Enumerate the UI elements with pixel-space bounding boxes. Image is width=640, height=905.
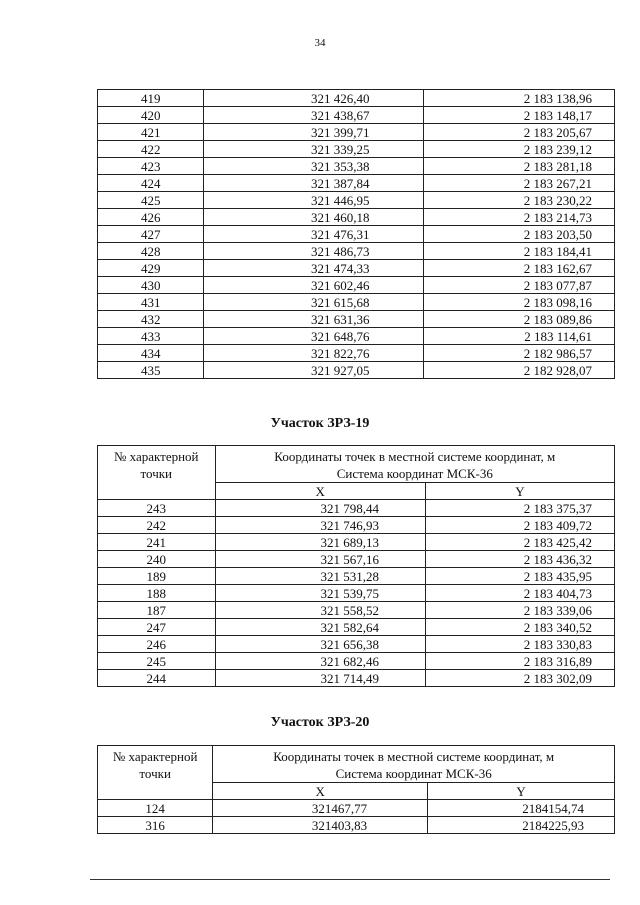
table-row [98,517,615,534]
y-coordinate-cell: 2 183 339,06 [425,602,614,619]
table-row [98,345,615,362]
point-number-cell: 420 [98,107,204,124]
x-coordinate-cell: 321 822,76 [204,345,424,362]
table-row [98,124,615,141]
point-number-cell: 187 [98,602,216,619]
point-number-cell: 425 [98,192,204,209]
header-point-line-2: точки [139,766,171,781]
table-header [98,746,615,800]
point-number-cell: 431 [98,294,204,311]
y-coordinate-cell: 2 183 077,87 [424,277,615,294]
table-body [98,90,615,379]
x-coordinate-cell: 321 539,75 [215,585,425,602]
header-coordinates-line-1: Координаты точек в местной системе координат, м [273,749,555,764]
header-point-number [98,446,216,500]
x-coordinate-cell: 321 399,71 [204,124,424,141]
point-number-cell: 426 [98,209,204,226]
header-coordinates [213,746,615,783]
header-y: Y [425,483,614,500]
table-row [98,817,615,834]
coordinates-table-zrz-19 [97,445,615,687]
y-coordinate-cell: 2 183 138,96 [424,90,615,107]
x-coordinate-cell: 321 446,95 [204,192,424,209]
table-row [98,534,615,551]
y-coordinate-cell: 2 183 098,16 [424,294,615,311]
y-coordinate-cell: 2 183 409,72 [425,517,614,534]
point-number-cell: 188 [98,585,216,602]
y-coordinate-cell: 2 183 089,86 [424,311,615,328]
point-number-cell: 247 [98,619,216,636]
coordinates-table-continued [97,89,615,379]
y-coordinate-cell: 2 183 230,22 [424,192,615,209]
point-number-cell: 242 [98,517,216,534]
point-number-cell: 427 [98,226,204,243]
table-header [98,446,615,500]
point-number-cell: 241 [98,534,216,551]
header-point-number [98,746,213,800]
header-point-line-1: № характерной [112,749,198,764]
table-row [98,243,615,260]
y-coordinate-cell: 2 183 203,50 [424,226,615,243]
section-title-zrz-19: Участок ЗРЗ-19 [270,416,370,431]
y-coordinate-cell: 2 183 436,32 [425,551,614,568]
x-coordinate-cell: 321 582,64 [215,619,425,636]
x-coordinate-cell: 321 339,25 [204,141,424,158]
coordinates-table-zrz-20 [97,745,615,834]
point-number-cell: 433 [98,328,204,345]
y-coordinate-cell: 2 183 114,61 [424,328,615,345]
table-row [98,619,615,636]
x-coordinate-cell: 321 353,38 [204,158,424,175]
point-number-cell: 424 [98,175,204,192]
x-coordinate-cell: 321403,83 [213,817,428,834]
point-number-cell: 316 [98,817,213,834]
x-coordinate-cell: 321 438,67 [204,107,424,124]
point-number-cell: 419 [98,90,204,107]
footer-divider [90,879,610,880]
table-row [98,602,615,619]
point-number-cell: 240 [98,551,216,568]
point-number-cell: 124 [98,800,213,817]
table-row [98,800,615,817]
table-row [98,192,615,209]
x-coordinate-cell: 321 648,76 [204,328,424,345]
x-coordinate-cell: 321 602,46 [204,277,424,294]
header-x: X [215,483,425,500]
y-coordinate-cell: 2 183 375,37 [425,500,614,517]
x-coordinate-cell: 321 486,73 [204,243,424,260]
y-coordinate-cell: 2 183 435,95 [425,568,614,585]
header-y: Y [428,783,615,800]
table-row [98,568,615,585]
page-number: 34 [314,37,326,49]
y-coordinate-cell: 2 183 404,73 [425,585,614,602]
y-coordinate-cell: 2 183 184,41 [424,243,615,260]
x-coordinate-cell: 321 682,46 [215,653,425,670]
point-number-cell: 244 [98,670,216,687]
x-coordinate-cell: 321 615,68 [204,294,424,311]
point-number-cell: 430 [98,277,204,294]
table-body [98,500,615,687]
y-coordinate-cell: 2 183 330,83 [425,636,614,653]
y-coordinate-cell: 2 183 316,89 [425,653,614,670]
x-coordinate-cell: 321 631,36 [204,311,424,328]
x-coordinate-cell: 321 689,13 [215,534,425,551]
x-coordinate-cell: 321 567,16 [215,551,425,568]
table-row [98,551,615,568]
point-number-cell: 434 [98,345,204,362]
table-row [98,260,615,277]
y-coordinate-cell: 2 183 302,09 [425,670,614,687]
header-point-line-2: точки [140,466,172,481]
point-number-cell: 432 [98,311,204,328]
x-coordinate-cell: 321 387,84 [204,175,424,192]
y-coordinate-cell: 2 183 214,73 [424,209,615,226]
table-row [98,653,615,670]
point-number-cell: 243 [98,500,216,517]
table-row [98,107,615,124]
x-coordinate-cell: 321 798,44 [215,500,425,517]
table-row [98,175,615,192]
table-row [98,209,615,226]
y-coordinate-cell: 2 183 148,17 [424,107,615,124]
point-number-cell: 435 [98,362,204,379]
header-point-line-1: № характерной [113,449,199,464]
table-row [98,294,615,311]
y-coordinate-cell: 2 182 928,07 [424,362,615,379]
table-row [98,158,615,175]
y-coordinate-cell: 2 183 205,67 [424,124,615,141]
table-row [98,670,615,687]
point-number-cell: 422 [98,141,204,158]
point-number-cell: 429 [98,260,204,277]
point-number-cell: 246 [98,636,216,653]
table-body [98,800,615,834]
header-x: X [213,783,428,800]
y-coordinate-cell: 2 183 162,67 [424,260,615,277]
header-coordinates-line-2: Система координат МСК-36 [335,766,492,781]
y-coordinate-cell: 2 183 425,42 [425,534,614,551]
y-coordinate-cell: 2 183 340,52 [425,619,614,636]
x-coordinate-cell: 321 426,40 [204,90,424,107]
header-coordinates [215,446,614,483]
x-coordinate-cell: 321467,77 [213,800,428,817]
header-coordinates-line-1: Координаты точек в местной системе координат, м [274,449,556,464]
y-coordinate-cell: 2 183 267,21 [424,175,615,192]
x-coordinate-cell: 321 927,05 [204,362,424,379]
table-row [98,585,615,602]
x-coordinate-cell: 321 558,52 [215,602,425,619]
y-coordinate-cell: 2 183 239,12 [424,141,615,158]
table-row [98,636,615,653]
y-coordinate-cell: 2 183 281,18 [424,158,615,175]
section-title-zrz-20: Участок ЗРЗ-20 [270,715,370,730]
table-row [98,500,615,517]
point-number-cell: 428 [98,243,204,260]
x-coordinate-cell: 321 746,93 [215,517,425,534]
table-row [98,226,615,243]
point-number-cell: 421 [98,124,204,141]
point-number-cell: 423 [98,158,204,175]
y-coordinate-cell: 2184154,74 [428,800,615,817]
x-coordinate-cell: 321 474,33 [204,260,424,277]
x-coordinate-cell: 321 460,18 [204,209,424,226]
table-row [98,328,615,345]
x-coordinate-cell: 321 476,31 [204,226,424,243]
y-coordinate-cell: 2184225,93 [428,817,615,834]
table-row [98,277,615,294]
point-number-cell: 245 [98,653,216,670]
table-row [98,90,615,107]
table-row [98,362,615,379]
table-row [98,141,615,158]
x-coordinate-cell: 321 714,49 [215,670,425,687]
table-row [98,311,615,328]
x-coordinate-cell: 321 531,28 [215,568,425,585]
header-coordinates-line-2: Система координат МСК-36 [336,466,493,481]
point-number-cell: 189 [98,568,216,585]
y-coordinate-cell: 2 182 986,57 [424,345,615,362]
x-coordinate-cell: 321 656,38 [215,636,425,653]
